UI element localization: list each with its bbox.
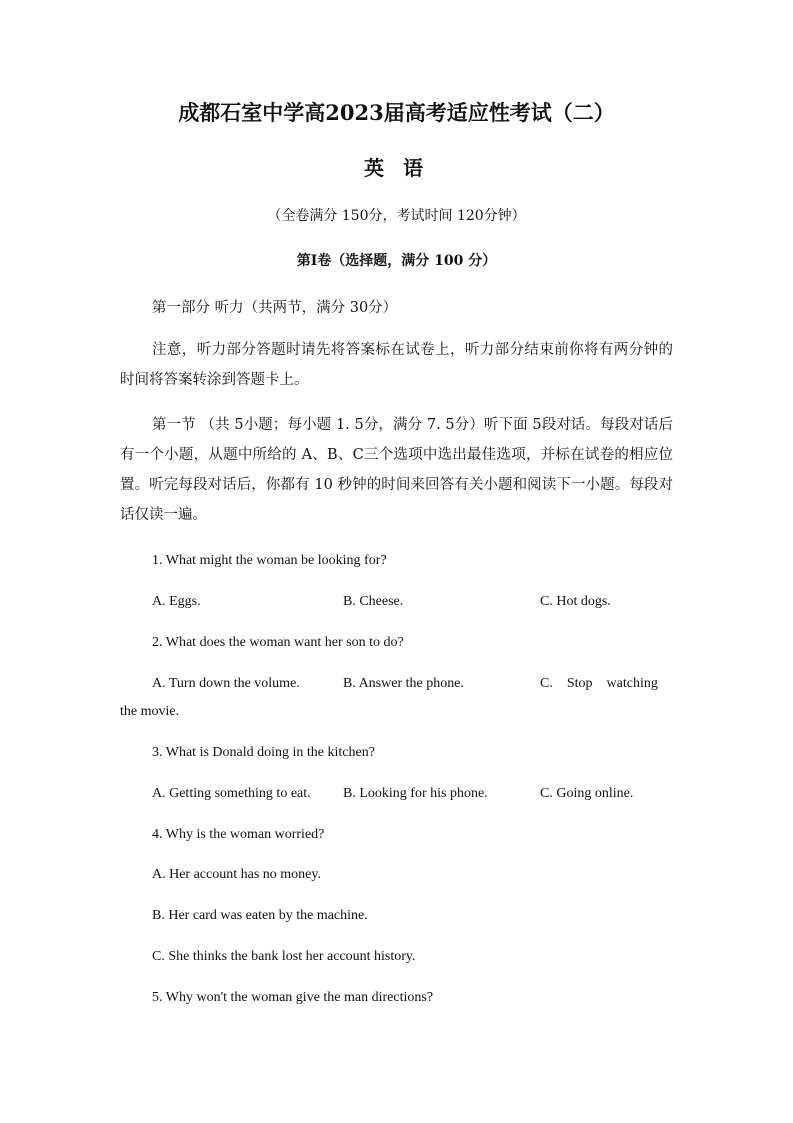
question-1-option-c: C. Hot dogs. — [540, 594, 611, 609]
exam-title: 成都石室中学高2023届高考适应性考试（二） — [178, 100, 615, 125]
question-4-option-c: C. She thinks the bank lost her account history. — [152, 949, 416, 964]
volume-heading: 第Ⅰ卷（选择题，满分 100 分） — [296, 253, 497, 269]
listening-notice: 注意，听力部分答题时请先将答案标在试卷上，听力部分结束前你将有两分钟的时间将答案转涂到答题卡上。 — [120, 342, 673, 388]
question-2-option-c-continued: the movie. — [120, 704, 180, 719]
question-3-option-a: A. Getting something to eat. — [152, 786, 311, 801]
question-3-option-c: C. Going online. — [540, 786, 634, 801]
section1-instructions: 第一节 （共 5小题；每小题 1. 5分，满分 7. 5分）听下面 5段对话。每段对话后有一个小题，从题中所给的 A、B、C三个选项中选出最佳选项，并标在试卷的相应位置。听完每段对话后，你都有 10 秒钟的时间来回答有关小题和阅读下一小题。每段对话仅读一遍。 — [120, 417, 673, 523]
question-5-stem: 5. Why won't the woman give the man directions? — [152, 990, 434, 1005]
question-1-stem: 1. What might the woman be looking for? — [152, 553, 387, 568]
question-4-stem: 4. Why is the woman worried? — [152, 827, 325, 842]
part1-heading: 第一部分 听力（共两节，满分 30分） — [152, 300, 398, 316]
question-4-option-a: A. Her account has no money. — [152, 867, 321, 882]
question-2-stem: 2. What does the woman want her son to do? — [152, 635, 404, 650]
question-2-option-a: A. Turn down the volume. — [152, 676, 300, 691]
question-4-option-b: B. Her card was eaten by the machine. — [152, 908, 368, 923]
subject-title: 英 语 — [364, 156, 429, 180]
exam-info: （全卷满分 150分，考试时间 120分钟） — [267, 208, 526, 224]
question-2-option-b: B. Answer the phone. — [343, 676, 464, 691]
question-1-option-b: B. Cheese. — [343, 594, 404, 609]
question-3-option-b: B. Looking for his phone. — [343, 786, 488, 801]
question-3-stem: 3. What is Donald doing in the kitchen? — [152, 745, 375, 760]
question-2-option-c: C. Stop watching — [540, 676, 658, 691]
question-1-option-a: A. Eggs. — [152, 594, 201, 609]
